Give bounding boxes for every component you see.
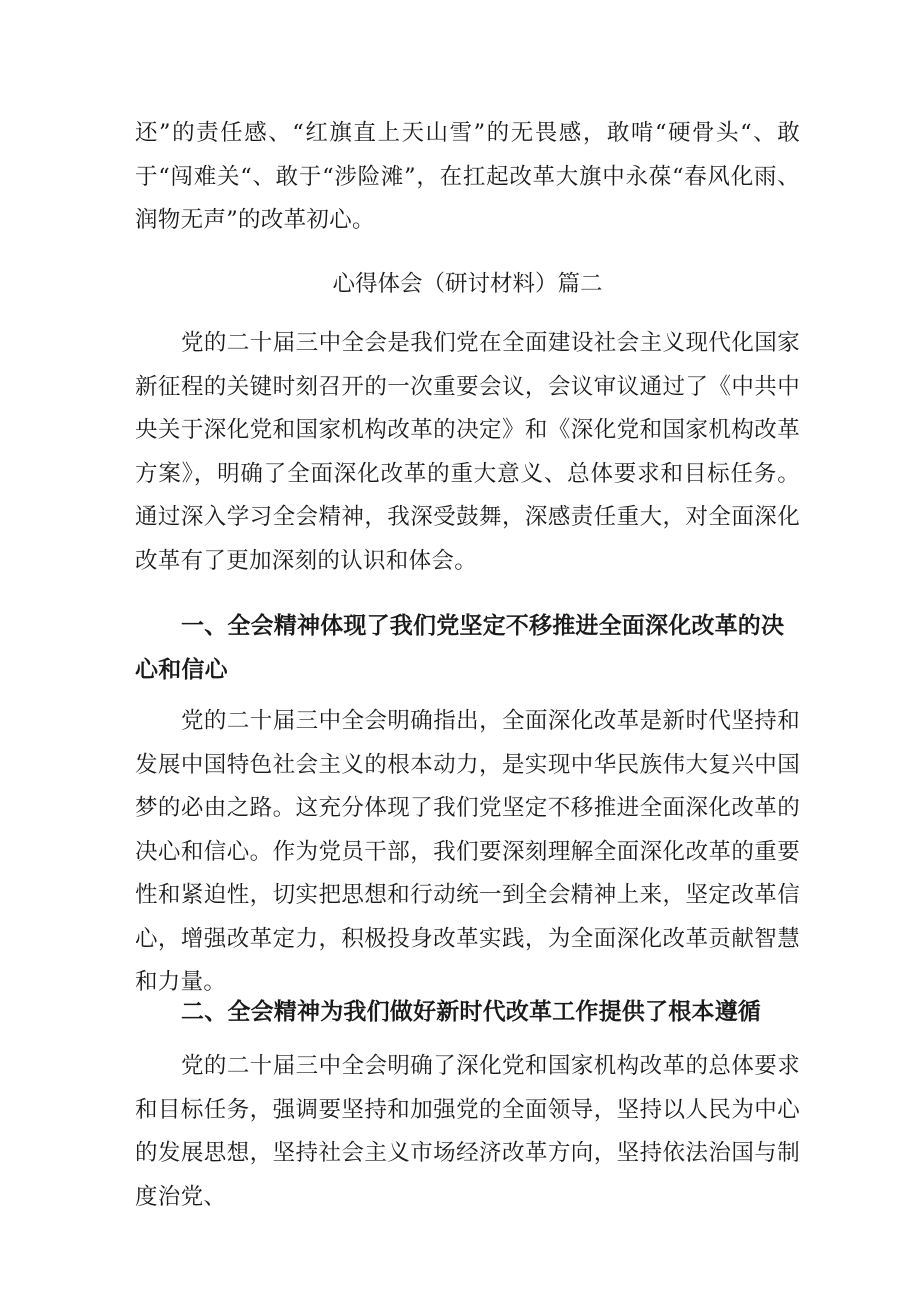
section-2-paragraph: 党的二十届三中全会明确了深化党和国家机构改革的总体要求和目标任务，强调要坚持和加强党的全面领导，坚持以人民为中心的发展思想，坚持社会主义市场经济改革方向，坚持依法治国与制度治党、 — [135, 1053, 800, 1210]
intro-paragraph: 党的二十届三中全会是我们党在全面建设社会主义现代化国家新征程的关键时刻召开的一次重要会议，会议审议通过了《中共中央关于深化党和国家机构改革的决定》和《深化党和国家机构改革方案》，明确了全面深化改革的重大意义、总体要求和目标任务。通过深入学习全会精神，我深受鼓舞，深感责任重大，对全面深化改革有了更加深刻的认识和体会。 — [135, 330, 800, 574]
section-2-heading: 二、全会精神为我们做好新时代改革工作提供了根本遵循 — [181, 999, 761, 1025]
section-1-heading: 一、全会精神体现了我们党坚定不移推进全面深化改革的决心和信心 — [135, 613, 785, 683]
section-1-paragraph: 党的二十届三中全会明确指出，全面深化改革是新时代坚持和发展中国特色社会主义的根本动力，是实现中华民族伟大复兴中国梦的必由之路。这充分体现了我们党坚定不移推进全面深化改革的决心和信心。作为党员干部，我们要深刻理解全面深化改革的重要性和紧迫性，切实把思想和行动统一到全会精神上来，坚定改革信心，增强改革定力，积极投身改革实践，为全面深化改革贡献智慧和力量。 — [135, 708, 800, 995]
article-title: 心得体会（研讨材料）篇二 — [332, 271, 603, 297]
continued-paragraph: 还”的责任感、“红旗直上天山雪”的无畏感，敢啃“硬骨头“、敢于“闯难关“、敢于“涉险滩”，在扛起改革大旗中永葆“春风化雨、润物无声”的改革初心。 — [135, 120, 800, 233]
